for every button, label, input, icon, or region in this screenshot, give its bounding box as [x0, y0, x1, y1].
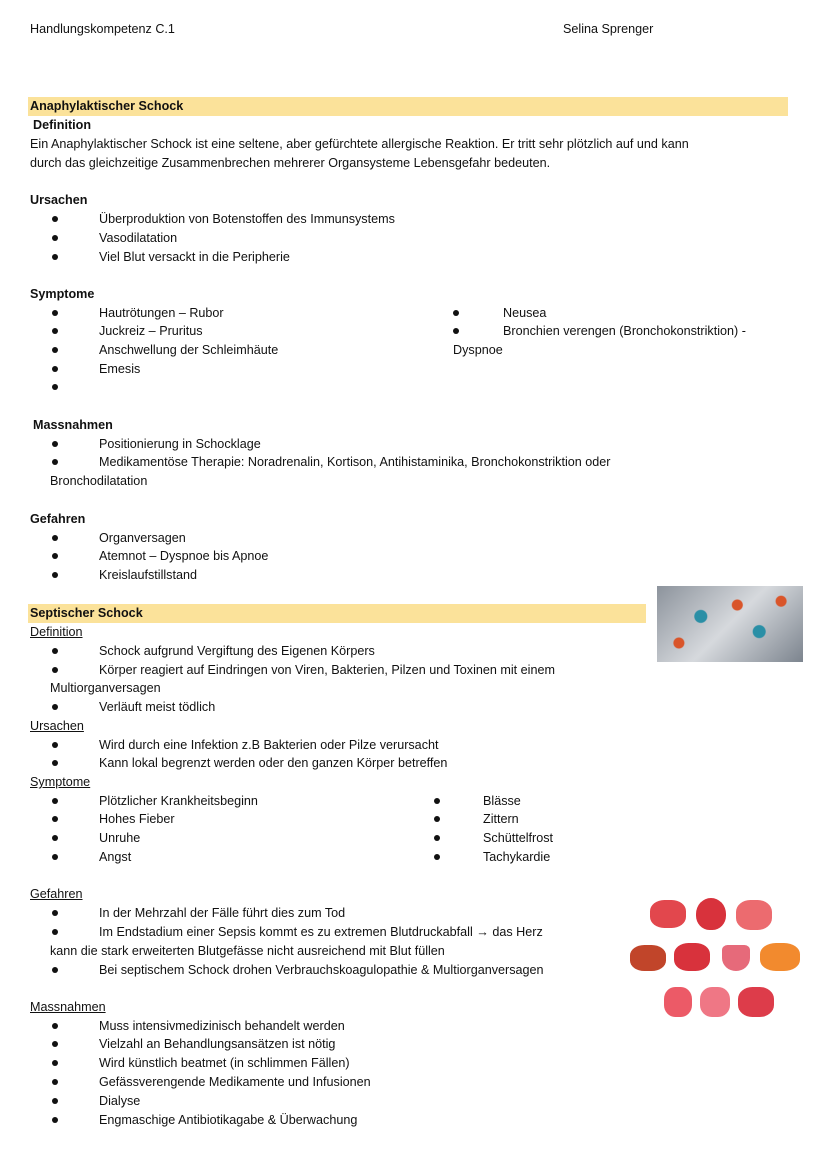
list-item: Gefässverengende Medikamente und Infusionen [99, 1075, 371, 1089]
list-item: Kreislaufstillstand [99, 568, 197, 582]
heading: Ursachen [30, 719, 84, 733]
bullet-icon [434, 835, 440, 841]
bullet-icon [52, 347, 58, 353]
list-item-continuation: Dyspnoe [453, 343, 503, 357]
pancreas-icon [760, 943, 800, 971]
list-item-continuation: Multiorganversagen [50, 681, 161, 695]
list-item: Engmaschige Antibiotikagabe & Überwachung [99, 1113, 358, 1127]
bullet-icon [52, 742, 58, 748]
list-item: Anschwellung der Schleimhäute [99, 343, 279, 357]
bullet-icon [52, 328, 58, 334]
list-item: Tachykardie [483, 850, 551, 864]
list-item: Muss intensivmedizinisch behandelt werden [99, 1019, 345, 1033]
list-item: Wird durch eine Infektion z.B Bakterien oder Pilze verursacht [99, 738, 439, 752]
bullet-icon [52, 835, 58, 841]
list-item: Wird künstlich beatmet (in schlimmen Fällen) [99, 1056, 350, 1070]
header-author: Selina Sprenger [563, 22, 654, 36]
bullet-icon [52, 310, 58, 316]
bullet-icon [52, 798, 58, 804]
list-item: Neusea [503, 306, 547, 320]
bullet-icon [52, 384, 58, 390]
list-item: Medikamentöse Therapie: Noradrenalin, Kortison, Antihistaminika, Bronchokonstriktion oder [99, 455, 611, 469]
bullet-icon [52, 1098, 58, 1104]
list-item: Vasodilatation [99, 231, 178, 245]
bladder-icon [722, 945, 750, 971]
bullet-icon [52, 1060, 58, 1066]
list-item: Plötzlicher Krankheitsbeginn [99, 794, 258, 808]
bullet-icon [52, 967, 58, 973]
section-title: Septischer Schock [30, 606, 143, 620]
heading: Symptome [30, 775, 91, 789]
list-item: Bei septischem Schock drohen Verbrauchskoagulopathie & Multiorganversagen [99, 963, 544, 977]
lungs-icon [736, 900, 772, 930]
bullet-icon [52, 667, 58, 673]
bullet-icon [52, 1117, 58, 1123]
list-item: Viel Blut versackt in die Peripherie [99, 250, 290, 264]
list-item: Unruhe [99, 831, 141, 845]
heading: Symptome [30, 287, 95, 301]
list-item: Organversagen [99, 531, 186, 545]
paragraph-line: durch das gleichzeitige Zusammenbrechen mehrerer Organsysteme Lebensgefahr bedeuten. [30, 156, 551, 170]
bullet-icon [52, 366, 58, 372]
heading: Definition [30, 625, 83, 639]
list-item: Blässe [483, 794, 521, 808]
bullet-icon [52, 760, 58, 766]
bullet-icon [52, 216, 58, 222]
bullet-icon [52, 254, 58, 260]
list-item-continuation: kann die stark erweiterten Blutgefässe nicht ausreichend mit Blut füllen [50, 944, 445, 958]
list-item: Zittern [483, 812, 519, 826]
list-item: Hohes Fieber [99, 812, 175, 826]
list-item: Dialyse [99, 1094, 141, 1108]
bullet-icon [52, 553, 58, 559]
list-item: Im Endstadium einer Sepsis kommt es zu extremen Blutdruckabfall → das Herz [99, 925, 543, 939]
bullet-icon [453, 310, 459, 316]
list-item: Verläuft meist tödlich [99, 700, 216, 714]
bullet-icon [52, 704, 58, 710]
list-item: Schüttelfrost [483, 831, 553, 845]
liver-icon [630, 945, 666, 971]
list-item: Bronchien verengen (Bronchokonstriktion) - [503, 324, 746, 338]
heading: Massnahmen [30, 1000, 106, 1014]
list-item: Überproduktion von Botenstoffen des Immunsystems [99, 212, 395, 226]
list-item: Körper reagiert auf Eindringen von Viren, Bakterien, Pilzen und Toxinen mit einem [99, 663, 555, 677]
bullet-icon [52, 1079, 58, 1085]
bullet-icon [52, 816, 58, 822]
bullet-icon [52, 535, 58, 541]
bacteria-image [657, 586, 803, 662]
heading: Gefahren [30, 512, 86, 526]
brain-icon [650, 900, 686, 928]
list-item: Emesis [99, 362, 141, 376]
bullet-icon [434, 816, 440, 822]
bullet-icon [453, 328, 459, 334]
intestine-icon [700, 987, 730, 1017]
list-item: Angst [99, 850, 132, 864]
list-item-continuation: Bronchodilatation [50, 474, 148, 488]
heading: Gefahren [30, 887, 83, 901]
bullet-icon [52, 1023, 58, 1029]
heading: Ursachen [30, 193, 88, 207]
bullet-icon [434, 798, 440, 804]
kidneys-icon [674, 943, 710, 971]
list-item: Positionierung in Schocklage [99, 437, 261, 451]
list-item: Hautrötungen – Rubor [99, 306, 224, 320]
bullet-icon [52, 235, 58, 241]
bullet-icon [434, 854, 440, 860]
stomach-icon [664, 987, 692, 1017]
list-item: Schock aufgrund Vergiftung des Eigenen Körpers [99, 644, 375, 658]
list-item: Atemnot – Dyspnoe bis Apnoe [99, 549, 269, 563]
bullet-icon [52, 441, 58, 447]
list-item: Juckreiz – Pruritus [99, 324, 203, 338]
heading: Definition [33, 118, 92, 132]
list-item: Vielzahl an Behandlungsansätzen ist nötig [99, 1037, 336, 1051]
header-left: Handlungskompetenz C.1 [30, 22, 175, 36]
bullet-icon [52, 929, 58, 935]
colon-icon [738, 987, 774, 1017]
bullet-icon [52, 910, 58, 916]
bullet-icon [52, 459, 58, 465]
heading: Massnahmen [33, 418, 113, 432]
list-item: In der Mehrzahl der Fälle führt dies zum Tod [99, 906, 346, 920]
list-item: Kann lokal begrenzt werden oder den ganzen Körper betreffen [99, 756, 448, 770]
organs-illustration [628, 895, 806, 1021]
bullet-icon [52, 572, 58, 578]
paragraph-line: Ein Anaphylaktischer Schock ist eine seltene, aber gefürchtete allergische Reaktion. Er tritt sehr plötzlich auf und kann [30, 137, 689, 151]
bullet-icon [52, 648, 58, 654]
bullet-icon [52, 854, 58, 860]
heart-icon [696, 898, 726, 930]
bullet-icon [52, 1041, 58, 1047]
section-title: Anaphylaktischer Schock [30, 99, 184, 113]
